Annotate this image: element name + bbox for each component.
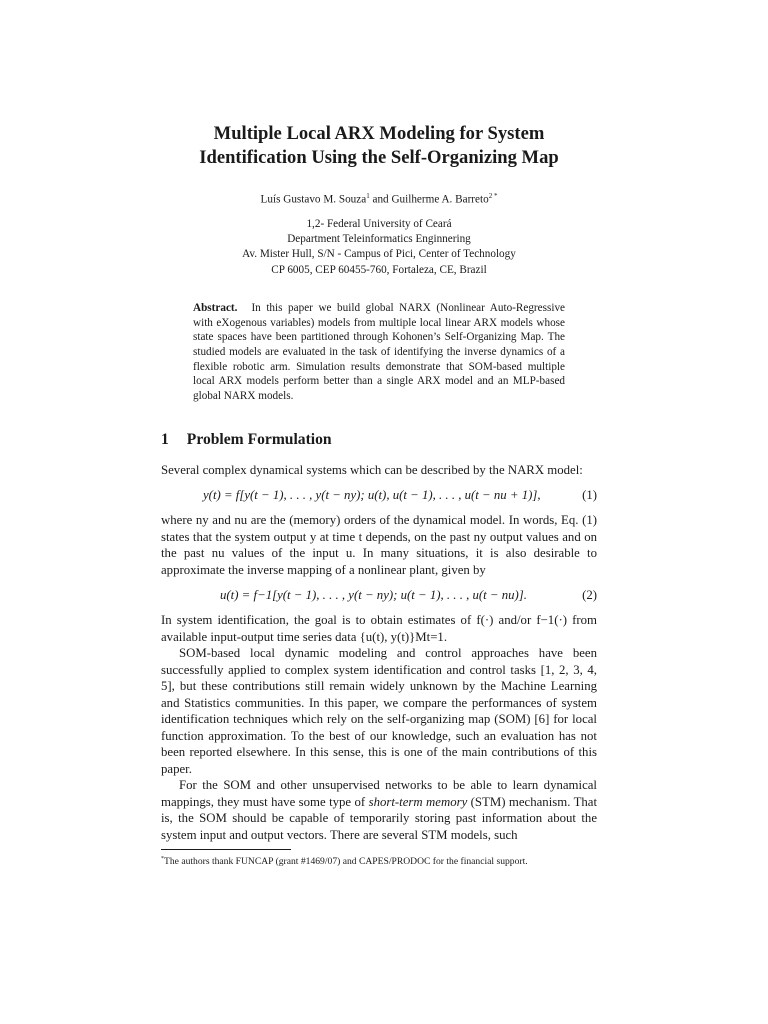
abstract-text: In this paper we build global NARX (Nonlinear Auto-Regressive with eXogenous variables) models from multiple local linear ARX models whose state spaces have been partitioned through Kohonen’s Self-Organizing Map. The studied models are evaluated in the task of identifying the inverse dynamics of a flexible robotic arm. Simulation results demonstrate that SOM-based multiple local ARX models perform better than a single ARX model and an MLP-based global NARX models. bbox=[193, 301, 565, 403]
paragraph-intro: Several complex dynamical systems which can be described by the NARX model: bbox=[161, 462, 583, 477]
affiliation-block bbox=[161, 217, 597, 278]
stm-text-pre: For the SOM and other unsupervised networks to be able to learn dynamical mappings, they must have some type of bbox=[161, 778, 597, 809]
equation-1-expression: y(t) = f[y(t − 1), . . . , y(t − ny); u(t), u(t − 1), . . . , u(t − nu + 1)], bbox=[203, 488, 541, 503]
equation-2-number: (2) bbox=[582, 588, 597, 603]
author-1: Luís Gustavo M. Souza bbox=[260, 193, 367, 206]
equation-2-expression: u(t) = f−1[y(t − 1), . . . , y(t − ny); u(t − 1), . . . , u(t − nu)]. bbox=[220, 588, 527, 603]
affiliation-line: Department Teleinformatics Enginnering bbox=[287, 233, 471, 246]
author-2-affil-mark: 2 * bbox=[488, 192, 498, 200]
paper-page bbox=[161, 116, 597, 869]
footnote bbox=[161, 853, 597, 868]
section-heading bbox=[161, 431, 597, 449]
paragraph-short-term-memory bbox=[161, 777, 597, 843]
abstract-label: Abstract. bbox=[193, 301, 238, 314]
affiliation-line: CP 6005, CEP 60455-760, Fortaleza, CE, Brazil bbox=[271, 263, 487, 276]
equation-1 bbox=[161, 478, 597, 512]
authors-line bbox=[161, 189, 597, 207]
stm-text-post: (STM) mechanism. That is, the SOM should be capable of temporarily storing past information about the system input and output vectors. There are several STM models, such bbox=[161, 794, 598, 842]
author-2: and Guilherme A. Barreto bbox=[369, 193, 489, 206]
title-line-1: Multiple Local ARX Modeling for System bbox=[213, 123, 545, 144]
equation-2 bbox=[161, 578, 597, 612]
affiliation-line: Av. Mister Hull, S/N - Campus of Pici, Center of Technology bbox=[242, 248, 516, 261]
footnote-mark: * bbox=[161, 856, 164, 863]
equation-1-number: (1) bbox=[582, 488, 597, 503]
title-line-2: Identification Using the Self-Organizing Map bbox=[199, 147, 559, 168]
stm-emphasis: short-term memory bbox=[368, 794, 468, 809]
section-number: 1 bbox=[161, 430, 169, 448]
paragraph-memory-orders: where ny and nu are the (memory) orders of the dynamical model. In words, Eq. (1) states that the system output y at time t depends, on the past ny output values and on the past nu values of the input u. In many situations, it is also desirable to approximate the inverse mapping of a nonlinear plant, given by bbox=[161, 513, 597, 577]
section-title: Problem Formulation bbox=[186, 430, 332, 448]
paper-title bbox=[161, 122, 597, 170]
abstract bbox=[193, 301, 565, 404]
author-1-affil-mark: 1 bbox=[366, 192, 370, 200]
paragraph-system-identification: In system identification, the goal is to obtain estimates of f(·) and/or f−1(·) from available input-output time series data {u(t), y(t)}Mt=1. bbox=[161, 613, 597, 644]
footnote-rule bbox=[161, 849, 291, 850]
paragraph-som-approaches: SOM-based local dynamic modeling and control approaches have been successfully applied to complex system identification and control tasks [1, 2, 3, 4, 5], but these contributions still remain widely unknown by the Machine Learning and Statistics communities. In this paper, we compare the performances of system identification techniques which rely on the self-organizing map (SOM) [6] for local function approximation. To the best of our knowledge, such an evaluation has not been reported elsewhere. In this sense, this is one of the main contributions of this paper. bbox=[161, 646, 597, 776]
affiliation-line: 1,2- Federal University of Ceará bbox=[306, 217, 452, 230]
footnote-text: The authors thank FUNCAP (grant #1469/07) and CAPES/PRODOC for the financial support. bbox=[164, 856, 528, 868]
